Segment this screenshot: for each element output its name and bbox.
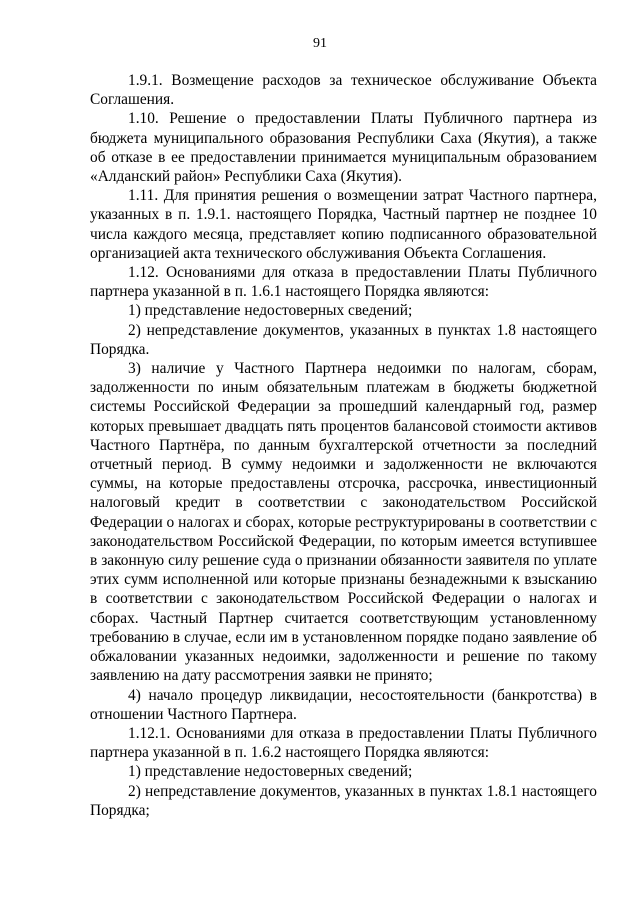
list-item-1-12-3: 3) наличие у Частного Партнера недоимки по налогам, сборам, задолженности по иным обязательным платежам в бюджеты бюджетной системы Российской Федерации за прошедший календарный год, размер которых превышает двадцать пять процентов балансовой стоимости активов Частного Партнёра, по данным бухгалтерской отчетности за последний отчетный период. В сумму недоимки и задолженности не включаются суммы, на которые предоставлены отсрочка, рассрочка, инвестиционный налоговый кредит в соответствии с законодательством Российской Федерации о налогах и сборах, которые реструктурированы в соответствии с законодательством Российской Федерации, по которым имеется вступившее в законную силу решение суда о признании обязанности заявителя по уплате этих сумм исполненной или которые признаны безнадежными к взысканию в соответствии с законодательством Российской Федерации о налогах и сборах. Частный Партнер считается соответствующим установленному требованию в случае, если им в установленном порядке подано заявление об обжаловании указанных недоимки, задолженности и решение по такому заявлению на дату рассмотрения заявки не принято; bbox=[90, 360, 597, 685]
list-item-1-12-4: 4) начало процедур ликвидации, несостоятельности (банкротства) в отношении Частного Партнера. bbox=[90, 686, 597, 723]
list-item-1-12-1-1: 1) представление недостоверных сведений; bbox=[128, 763, 413, 781]
list-item-1-12-1-2: 2) непредставление документов, указанных в пунктах 1.8.1 настоящего Порядка; bbox=[90, 782, 597, 819]
document-body bbox=[90, 71, 597, 820]
paragraph-1-12: 1.12. Основаниями для отказа в предоставлении Платы Публичного партнера указанной в п. 1.6.1 настоящего Порядка являются: bbox=[90, 264, 597, 301]
paragraph-1-11: 1.11. Для принятия решения о возмещении затрат Частного партнера, указанных в п. 1.9.1. настоящего Порядка, Частный партнер не позднее 10 числа каждого месяца, представляет копию подписанного образовательной организацией акта технического обслуживания Объекта Соглашения. bbox=[90, 187, 597, 262]
list-item-1-12-1: 1) представление недостоверных сведений; bbox=[128, 302, 413, 320]
paragraph-1-10: 1.10. Решение о предоставлении Платы Публичного партнера из бюджета муниципального образования Республики Саха (Якутия), а также об отказе в ее предоставлении принимается муниципальным образованием «Алданский район» Республики Саха (Якутия). bbox=[90, 110, 597, 186]
list-item-1-12-2: 2) непредставление документов, указанных в пунктах 1.8 настоящего Порядка. bbox=[90, 321, 597, 358]
paragraph-1-9-1: 1.9.1. Возмещение расходов за техническое обслуживание Объекта Соглашения. bbox=[90, 72, 597, 109]
paragraph-1-12-1: 1.12.1. Основаниями для отказа в предоставлении Платы Публичного партнера указанной в п. 1.6.2 настоящего Порядка являются: bbox=[90, 724, 597, 762]
page-number: 91 bbox=[313, 36, 327, 51]
